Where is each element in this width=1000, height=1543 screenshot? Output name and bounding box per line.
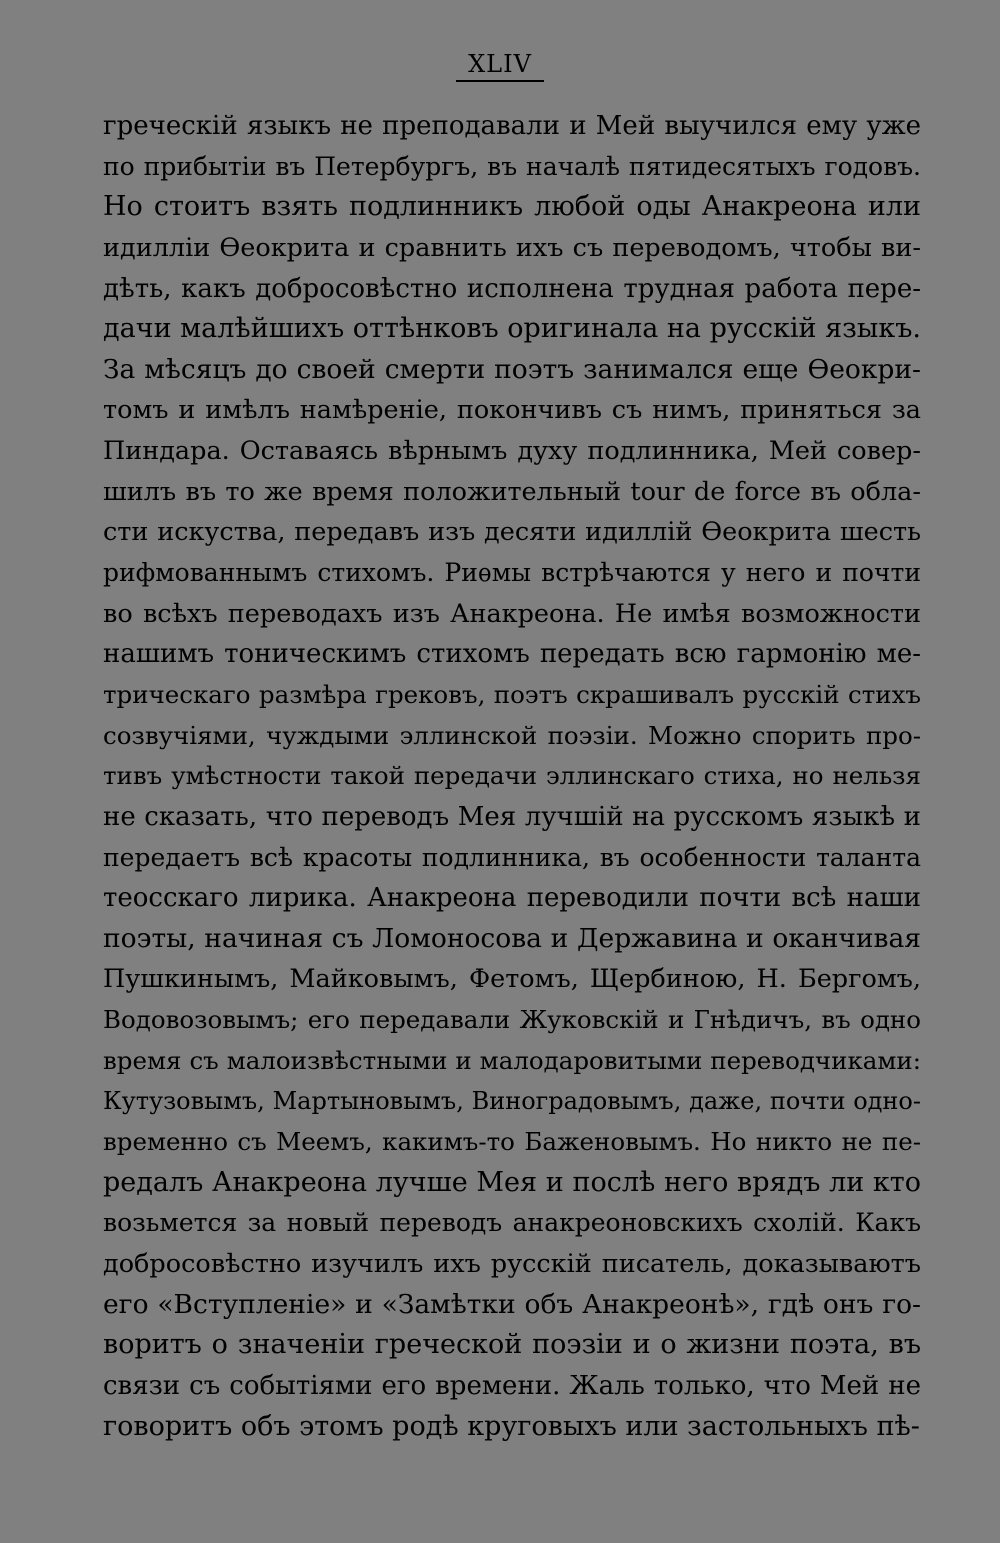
text-line: рифмованнымъ стихомъ. Риѳмы встрѣчаются у него и почти — [103, 558, 921, 588]
text-line: трическаго размѣра грековъ, поэтъ скрашивалъ русскій стихъ — [103, 679, 921, 709]
text-line: время съ малоизвѣстными и малодаровитыми переводчиками: — [103, 1045, 921, 1075]
text-line: временно съ Меемъ, какимъ-то Баженовымъ. Но никто не пе- — [103, 1127, 921, 1157]
text-line: теосскаго лирика. Анакреона переводили почти всѣ наши — [103, 883, 921, 914]
text-line: томъ и имѣлъ намѣреніе, покончивъ съ нимъ, приняться за — [103, 395, 921, 426]
text-line: во всѣхъ переводахъ изъ Анакреона. Не имѣя возможности — [103, 598, 921, 629]
text-line: Пушкинымъ, Майковымъ, Фетомъ, Щербиною, Н. Бергомъ, — [103, 964, 921, 995]
text-line: связи съ событіями его времени. Жаль только, что Мей не — [103, 1370, 921, 1401]
text-line: возьмется за новый переводъ анакреоновскихъ схолій. Какъ — [103, 1208, 921, 1238]
page-number: XLIV — [456, 50, 544, 82]
text-line: передаетъ всѣ красоты подлинника, въ особенности таланта — [103, 842, 921, 872]
text-line: поэты, начиная съ Ломоносова и Державина и оканчивая — [103, 922, 921, 954]
text-line: по прибытіи въ Петербургъ, въ началѣ пятидесятыхъ годовъ. — [103, 151, 921, 181]
text-line: воритъ о значеніи греческой поэзіи и о жизни поэта, въ — [103, 1329, 921, 1361]
text-line: Пиндара. Оставаясь вѣрнымъ духу подлинника, Мей совер- — [103, 436, 921, 467]
text-line: созвучіями, чуждыми эллинской поэзіи. Можно спорить про- — [103, 720, 921, 750]
body-text — [103, 106, 921, 1447]
text-line: говоритъ объ этомъ родѣ круговыхъ или застольныхъ пѣ- — [103, 1410, 920, 1442]
text-line: идилліи Ѳеокрита и сравнить ихъ съ переводомъ, чтобы ви- — [103, 232, 921, 263]
text-line: За мѣсяцъ до своей смерти поэтъ занимался еще Ѳеокри- — [103, 353, 921, 385]
text-line: не сказать, что переводъ Мея лучшій на русскомъ языкѣ и — [103, 801, 921, 832]
text-line: дѣть, какъ добросовѣстно исполнена трудная работа пере- — [103, 273, 921, 304]
text-line: нашимъ тоническимъ стихомъ передать всю гармонію ме- — [103, 639, 921, 670]
text-line: дачи малѣйшихъ оттѣнковъ оригинала на русскій языкъ. — [103, 313, 921, 345]
text-line: Но стоитъ взять подлинникъ любой оды Анакреона или — [103, 191, 921, 223]
text-line: его «Вступленіе» и «Замѣтки объ Анакреонѣ», гдѣ онъ го- — [103, 1288, 921, 1320]
page-header — [0, 50, 1000, 82]
text-line: редалъ Анакреона лучше Мея и послѣ него врядъ ли кто — [103, 1166, 921, 1198]
text-line: добросовѣстно изучилъ ихъ русскій писатель, доказываютъ — [103, 1248, 921, 1279]
text-line: сти искуства, передавъ изъ десяти идиллій Ѳеокрита шесть — [103, 517, 921, 548]
text-line: Кутузовымъ, Мартыновымъ, Виноградовымъ, даже, почти одно- — [103, 1087, 921, 1116]
text-line: тивъ умѣстности такой передачи эллинскаго стиха, но нельзя — [103, 761, 921, 791]
text-line: греческій языкъ не преподавали и Мей выучился ему уже — [103, 111, 921, 141]
text-line: шилъ въ то же время положительный tour de force въ обла- — [103, 476, 921, 507]
text-line: Водовозовымъ; его передавали Жуковскій и Гнѣдичъ, въ одно — [103, 1005, 921, 1035]
